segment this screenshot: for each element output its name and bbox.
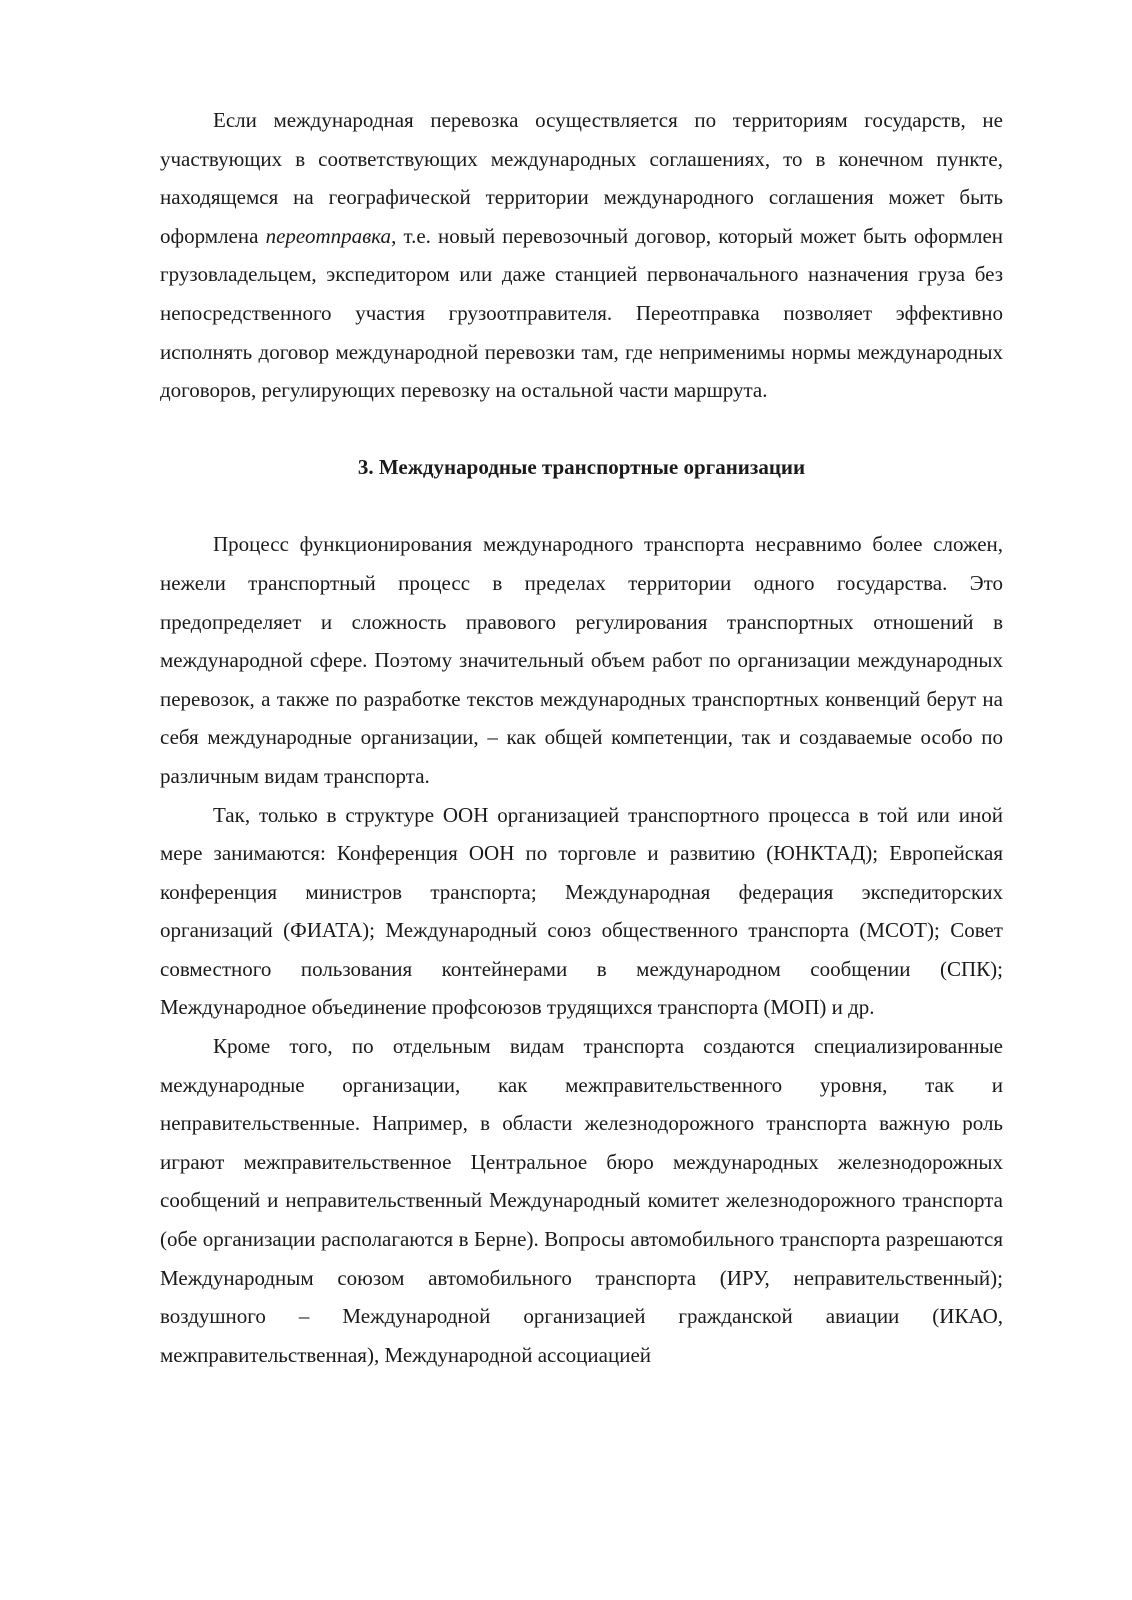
paragraph-specialized-orgs: Кроме того, по отдельным видам транспорта создаются специализированные международные организации, как межправительственного уровня, так и неправительственные. Например, в области железнодорожного транспорта важную роль играют межправительственное Центральное бюро международных железнодорожных сообщений и неправительственный Международный комитет железнодорожного транспорта (обе организации располагаются в Берне). Вопросы автомобильного транспорта разрешаются Международным союзом автомобильного транспорта (ИРУ, неправительственный); воздушного – Международной организацией гражданской авиации (ИКАО, межправительственная), Международной ассоциацией <box>160 1034 1003 1367</box>
paragraph-1-text-start: Если международная перевозка осуществляется по территориям государств, не участвующих в соответствующих международных соглашениях, то в конечном пункте, находящемся на географической территории международного соглашения может быть оформлена <box>160 108 1003 248</box>
paragraph-un-structure: Так, только в структуре ООН организацией транспортного процесса в той или иной мере занимаются: Конференция ООН по торговле и развитию (ЮНКТАД); Европейская конференция министров транспорта; Международная федерация экспедиторских организаций (ФИАТА); Международный союз общественного транспорта (МСОТ); Совет совместного пользования контейнерами в международном сообщении (СПК); Международное объединение профсоюзов трудящихся транспорта (МОП) и др. <box>160 802 1003 1020</box>
section-heading: 3. Международные транспортные организации <box>357 454 806 479</box>
document-page <box>160 101 1003 1374</box>
paragraph-1-italic-term: переотправка <box>265 223 392 248</box>
paragraph-1-text-end: , т.е. новый перевозочный договор, который может быть оформлен грузовладельцем, экспедитором или даже станцией первоначального назначения груза без непосредственного участия грузоотправителя. Переотправка позволяет эффективно исполнять договор международной перевозки там, где неприменимы нормы международных договоров, регулирующих перевозку на остальной части маршрута. <box>160 223 1004 403</box>
paragraph-reforwarding <box>160 101 1003 410</box>
paragraph-process: Процесс функционирования международного транспорта несравнимо более сложен, нежели транспортный процесс в пределах территории одного государства. Это предопределяет и сложность правового регулирования транспортных отношений в международной сфере. Поэтому значительный объем работ по организации международных перевозок, а также по разработке текстов международных транспортных конвенций берут на себя международные организации, – как общей компетенции, так и создаваемые особо по различным видам транспорта. <box>160 532 1003 788</box>
